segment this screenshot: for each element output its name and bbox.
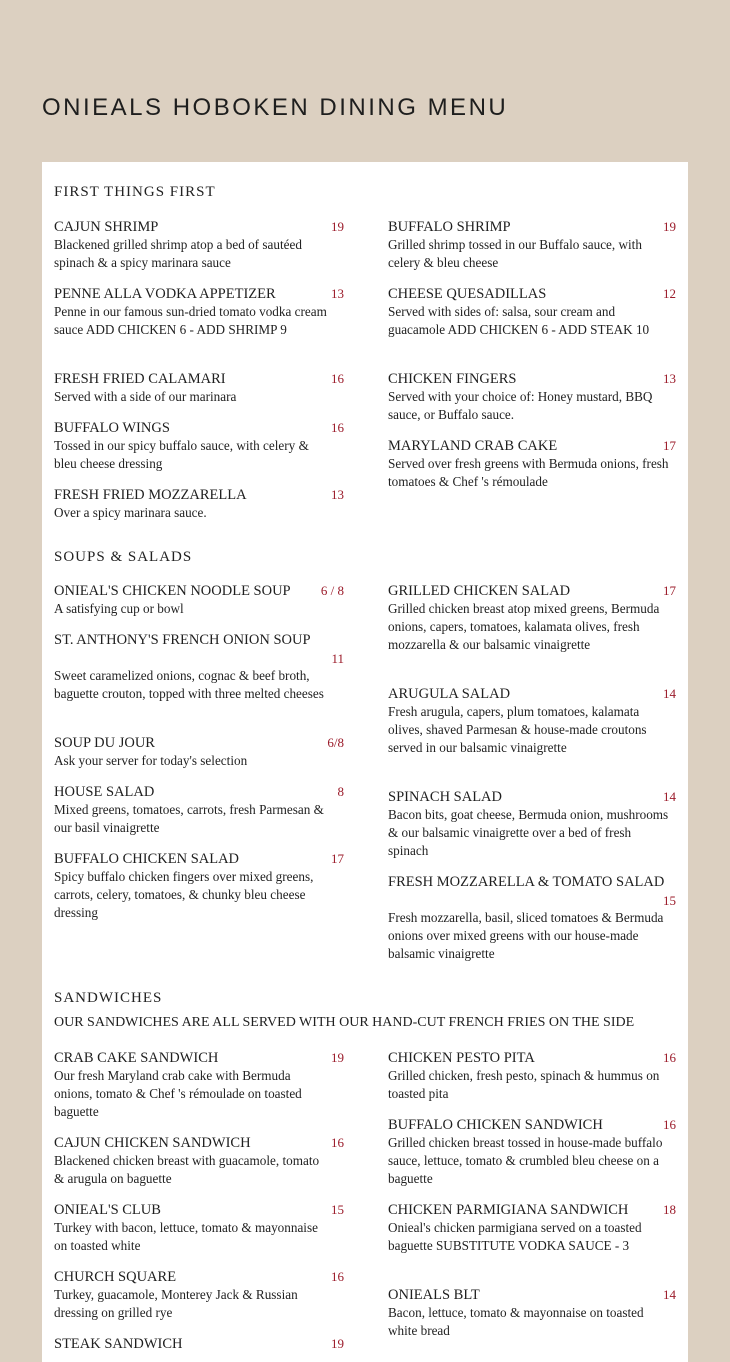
menu-item-fresh-fried-mozzarella [54,486,344,522]
menu-item-crab-cake-sandwich [54,1049,344,1121]
item-name: HOUSE SALAD [54,784,155,800]
item-description: Mixed greens, tomatoes, carrots, fresh Parmesan & our basil vinaigrette [54,802,324,835]
item-description: Blackened chicken breast with guacamole, tomato & arugula on baguette [54,1153,320,1186]
item-description: Served with a side of our marinara [54,389,237,404]
item-price: 12 [663,286,676,301]
item-price: 13 [331,487,344,502]
menu-item-chicken-parmigiana-sandwich [388,1201,676,1255]
item-name: CAJUN SHRIMP [54,219,159,235]
item-description: Bacon, lettuce, tomato & mayonnaise on toasted white bread [388,1305,644,1338]
item-name: FRESH MOZZARELLA & TOMATO SALAD [388,874,665,890]
menu-item-steak-sandwich [54,1335,344,1353]
item-price: 13 [331,286,344,301]
item-description: Turkey with bacon, lettuce, tomato & mayonnaise on toasted white [54,1220,318,1253]
item-name: ONIEALS BLT [388,1287,480,1303]
item-price: 18 [663,1202,676,1217]
item-price: 17 [331,851,344,866]
menu-item-house-salad [54,783,344,837]
item-name: CHURCH SQUARE [54,1269,177,1285]
item-price: 16 [331,371,344,386]
item-name: BUFFALO SHRIMP [388,219,511,235]
item-price: 16 [663,1050,676,1065]
item-name: SOUP DU JOUR [54,735,155,751]
menu-item-penne-alla-vodka [54,285,344,339]
item-name: BUFFALO CHICKEN SALAD [54,851,240,867]
item-price: 8 [337,784,344,799]
item-price: 17 [663,583,676,598]
item-description: Served with sides of: salsa, sour cream and guacamole ADD CHICKEN 6 - ADD STEAK 10 [388,304,650,337]
menu-item-onieals-blt [388,1286,676,1340]
menu-item-chicken-pesto-pita [388,1049,676,1103]
item-description: Penne in our famous sun-dried tomato vodka cream sauce ADD CHICKEN 6 - ADD SHRIMP 9 [54,304,327,337]
item-price: 16 [331,1269,344,1284]
item-description: Blackened grilled shrimp atop a bed of sautéed spinach & a spicy marinara sauce [54,237,302,270]
item-name: ONIEAL'S CHICKEN NOODLE SOUP [54,583,291,599]
item-description: Our fresh Maryland crab cake with Bermuda onions, tomato & Chef 's rémoulade on toasted baguette [54,1068,302,1119]
item-name: STEAK SANDWICH [54,1336,183,1352]
menu-item-chicken-fingers [388,370,676,424]
menu-item-arugula-salad [388,685,676,757]
item-name: CHICKEN PARMIGIANA SANDWICH [388,1202,629,1218]
item-name: FRESH FRIED MOZZARELLA [54,487,247,503]
item-price: 19 [663,219,676,234]
item-price: 6/8 [327,735,344,750]
item-name: CHEESE QUESADILLAS [388,286,547,302]
item-price: 19 [331,1050,344,1065]
menu-item-onieals-club [54,1201,344,1255]
item-price: 14 [663,1287,676,1302]
sandwiches-note: OUR SANDWICHES ARE ALL SERVED WITH OUR HAND-CUT FRENCH FRIES ON THE SIDE [54,1015,635,1030]
item-description: Grilled chicken, fresh pesto, spinach & hummus on toasted pita [388,1068,660,1101]
item-description: Bacon bits, goat cheese, Bermuda onion, mushrooms & our balsamic vinaigrette over a bed of fresh spinach [388,807,669,858]
section-title-sandwiches: SANDWICHES [54,990,163,1006]
menu-item-spinach-salad [388,788,676,860]
section-title-first-things-first: FIRST THINGS FIRST [54,184,216,200]
item-price: 19 [331,219,344,234]
item-price: 13 [663,371,676,386]
item-price: 11 [331,651,344,666]
item-name: PENNE ALLA VODKA APPETIZER [54,286,276,302]
item-description: Served with your choice of: Honey mustard, BBQ sauce, or Buffalo sauce. [388,389,653,422]
item-price: 16 [663,1117,676,1132]
menu-item-buffalo-wings [54,419,344,473]
page-title: ONIEALS HOBOKEN DINING MENU [42,94,509,121]
menu-card [42,162,688,1362]
menu-item-chicken-noodle-soup [54,582,344,618]
item-price: 16 [331,420,344,435]
item-name: CHICKEN PESTO PITA [388,1050,535,1066]
item-name: CAJUN CHICKEN SANDWICH [54,1135,251,1151]
menu-item-cajun-chicken-sandwich [54,1134,344,1188]
item-name: ONIEAL'S CLUB [54,1202,161,1218]
item-name: BUFFALO WINGS [54,420,170,436]
item-name: GRILLED CHICKEN SALAD [388,583,571,599]
menu-item-fresh-fried-calamari [54,370,344,406]
menu-item-cajun-shrimp [54,218,344,272]
item-description: A satisfying cup or bowl [54,601,184,616]
menu-item-grilled-chicken-salad [388,582,676,654]
menu-item-maryland-crab-cake [388,437,676,491]
section-title-soups-salads: SOUPS & SALADS [54,549,193,565]
menu-item-buffalo-chicken-salad [54,850,344,922]
item-price: 14 [663,686,676,701]
item-price: 14 [663,789,676,804]
item-description: Turkey, guacamole, Monterey Jack & Russian dressing on grilled rye [54,1287,298,1320]
item-price: 16 [331,1135,344,1150]
item-name: BUFFALO CHICKEN SANDWICH [388,1117,603,1133]
item-name: ST. ANTHONY'S FRENCH ONION SOUP [54,632,311,648]
item-description: Onieal's chicken parmigiana served on a toasted baguette SUBSTITUTE VODKA SAUCE - 3 [388,1220,642,1253]
menu-item-buffalo-shrimp [388,218,676,272]
item-name: MARYLAND CRAB CAKE [388,438,558,454]
item-description: Served over fresh greens with Bermuda onions, fresh tomatoes & Chef 's rémoulade [388,456,669,489]
item-name: SPINACH SALAD [388,789,503,805]
menu-item-cheese-quesadillas [388,285,676,339]
item-description: Sweet caramelized onions, cognac & beef broth, baguette crouton, topped with three melted cheeses [54,668,324,701]
menu-item-french-onion-soup [54,631,344,703]
menu-item-soup-du-jour [54,734,344,770]
item-name: FRESH FRIED CALAMARI [54,371,226,387]
item-description: Tossed in our spicy buffalo sauce, with celery & bleu cheese dressing [54,438,309,471]
item-price: 15 [331,1202,344,1217]
item-description: Grilled shrimp tossed in our Buffalo sauce, with celery & bleu cheese [388,237,642,270]
item-description: Fresh arugula, capers, plum tomatoes, kalamata olives, shaved Parmesan & house-made croutons served in our balsamic vinaigrette [388,704,647,755]
item-name: CHICKEN FINGERS [388,371,517,387]
item-description: Spicy buffalo chicken fingers over mixed greens, carrots, celery, tomatoes, & chunky bleu cheese dressing [54,869,314,920]
item-description: Over a spicy marinara sauce. [54,505,207,520]
item-description: Ask your server for today's selection [54,753,248,768]
item-price: 17 [663,438,676,453]
menu-item-church-square [54,1268,344,1322]
item-name: CRAB CAKE SANDWICH [54,1050,219,1066]
item-description: Fresh mozzarella, basil, sliced tomatoes & Bermuda onions over mixed greens with our house-made balsamic vinaigrette [388,910,664,961]
item-price: 19 [331,1336,344,1351]
menu-item-buffalo-chicken-sandwich [388,1116,676,1188]
item-name: ARUGULA SALAD [388,686,511,702]
item-description: Grilled chicken breast tossed in house-made buffalo sauce, lettuce, tomato & crumbled bleu cheese on a baguette [388,1135,663,1186]
item-description: Grilled chicken breast atop mixed greens, Bermuda onions, capers, tomatoes, kalamata olives, fresh mozzarella & our balsamic vinaigrette [388,601,660,652]
menu-item-mozzarella-tomato-salad [388,873,676,963]
item-price: 15 [663,893,676,908]
item-price: 6 / 8 [320,583,344,598]
